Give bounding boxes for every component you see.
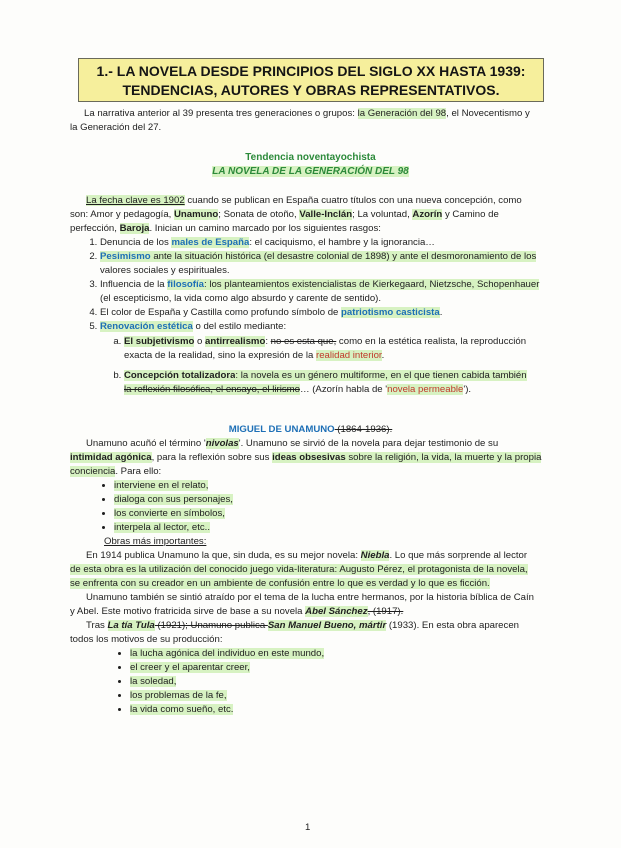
recursos-list xyxy=(104,479,233,535)
intro-paragraph: La narrativa anterior al 39 presenta tres generaciones o grupos: la Generación del 98, el Novecentismo y xyxy=(84,108,530,119)
list-item: • los problemas de la fe, xyxy=(130,689,324,703)
paragraph-abel: Unamuno también se sintió atraído por el tema de la lucha entre hermanos, por la historia bíblica de Caín xyxy=(86,592,534,603)
list-item: • interviene en el relato, xyxy=(114,479,233,493)
list-item: 3. Influencia de la filosofía: los planteamientos existencialistas de Kierkegaard, Nietzsche, Schopenhauer (el escepticismo, la vida como algo absurdo y carente de sentido). xyxy=(100,278,580,306)
list-item: • interpela al lector, etc.. xyxy=(114,521,233,535)
paragraph-san-manuel-cont: todos los motivos de su producción: xyxy=(70,634,223,645)
list-item: • los convierte en símbolos, xyxy=(114,507,233,521)
list-item: 4. El color de España y Castilla como profundo símbolo de patriotismo casticista. xyxy=(100,306,580,320)
list-item: 5. Renovación estética o del estilo mediante: a. El subjetivismo o antirrealismo: no es esta que, como en la estética realista, la reproducción exacta de la realidad, sino la expresión de la realidad interior. b. Concepción totalizadora: la novela es un género multiforme, en el que tienen cabida también la reflexión filosófica, el ensayo, el lirismo… (Azorín habla de 'novela permeable'). xyxy=(100,320,580,397)
list-item: • la vida como sueño, etc. xyxy=(130,703,324,717)
sub-list-item: a. El subjetivismo o antirrealismo: no es esta que, como en la estética realista, la reproducción exacta de la realidad, sino la expresión de la realidad interior. xyxy=(124,335,580,363)
paragraph-1902-cont: son: Amor y pedagogía, Unamuno; Sonata de otoño, Valle-Inclán; La voluntad, Azorín y Camino de perfección, Baroja. Inician un camino marcado por los siguientes rasgos: xyxy=(70,209,499,234)
list-item: 2. Pesimismo ante la situación histórica (el desastre colonial de 1898) y ante el desmoronamiento de los valores sociales y espirituales. xyxy=(100,250,580,278)
page-number: 1 xyxy=(305,822,311,833)
rasgos-list xyxy=(86,236,580,397)
obras-label: Obras más importantes: xyxy=(104,536,207,547)
paragraph-abel-cont: y Abel. Este motivo fratricida sirve de base a su novela Abel Sánchez, (1917). xyxy=(70,606,404,617)
paragraph-niebla: En 1914 publica Unamuno la que, sin duda, es su mejor novela: Niebla. Lo que más sorprende al lector xyxy=(86,550,528,561)
list-item: • la lucha agónica del individuo en este mundo, xyxy=(130,647,324,661)
paragraph-san-manuel: Tras La tía Tula (1921); Unamuno publica San Manuel Bueno, mártir (1933). En esta obra aparecen xyxy=(86,620,519,631)
intro-paragraph-cont: la Generación del 27. xyxy=(70,122,162,133)
sub-list xyxy=(100,335,580,397)
list-item: 1. Denuncia de los males de España: el caciquismo, el hambre y la ignorancia… xyxy=(100,236,580,250)
list-item: • la soledad, xyxy=(130,675,324,689)
paragraph-1902: La fecha clave es 1902 cuando se publican en España cuatro títulos con una nueva concepción, como xyxy=(86,195,522,206)
heading-unamuno: MIGUEL DE UNAMUNO (1864-1936). xyxy=(228,424,393,435)
motivos-list xyxy=(120,647,324,717)
heading-tendencia: Tendencia noventayochista xyxy=(245,152,376,163)
paragraph-nivolas-cont: intimidad agónica, para la reflexión sobre sus ideas obsesivas sobre la religión, la vida, la muerte y la propia conciencia. Para ello: xyxy=(70,452,542,477)
list-item: • dialoga con sus personajes, xyxy=(114,493,233,507)
paragraph-nivolas: Unamuno acuñó el término 'nivolas'. Unamuno se sirvió de la novela para dejar testimonio de su xyxy=(86,438,499,449)
paragraph-niebla-cont: de esta obra es la utilización del conocido juego vida-literatura: Augusto Pérez, el protagonista de la novela, se enfrenta con su creador en un ambiente de confusión entre lo que es verdad y lo que es ficción. xyxy=(70,564,528,589)
list-item: • el creer y el aparentar creer, xyxy=(130,661,324,675)
heading-generacion-98: LA NOVELA DE LA GENERACIÓN DEL 98 xyxy=(212,166,409,177)
title-line-2: TENDENCIAS, AUTORES Y OBRAS REPRESENTATIVOS. xyxy=(122,82,500,98)
sub-list-item: b. Concepción totalizadora: la novela es un género multiforme, en el que tienen cabida también la reflexión filosófica, el ensayo, el lirismo… (Azorín habla de 'novela permeable'). xyxy=(124,369,580,397)
title-line-1: 1.- LA NOVELA DESDE PRINCIPIOS DEL SIGLO XX HASTA 1939: xyxy=(96,63,526,79)
title-box xyxy=(78,58,544,102)
